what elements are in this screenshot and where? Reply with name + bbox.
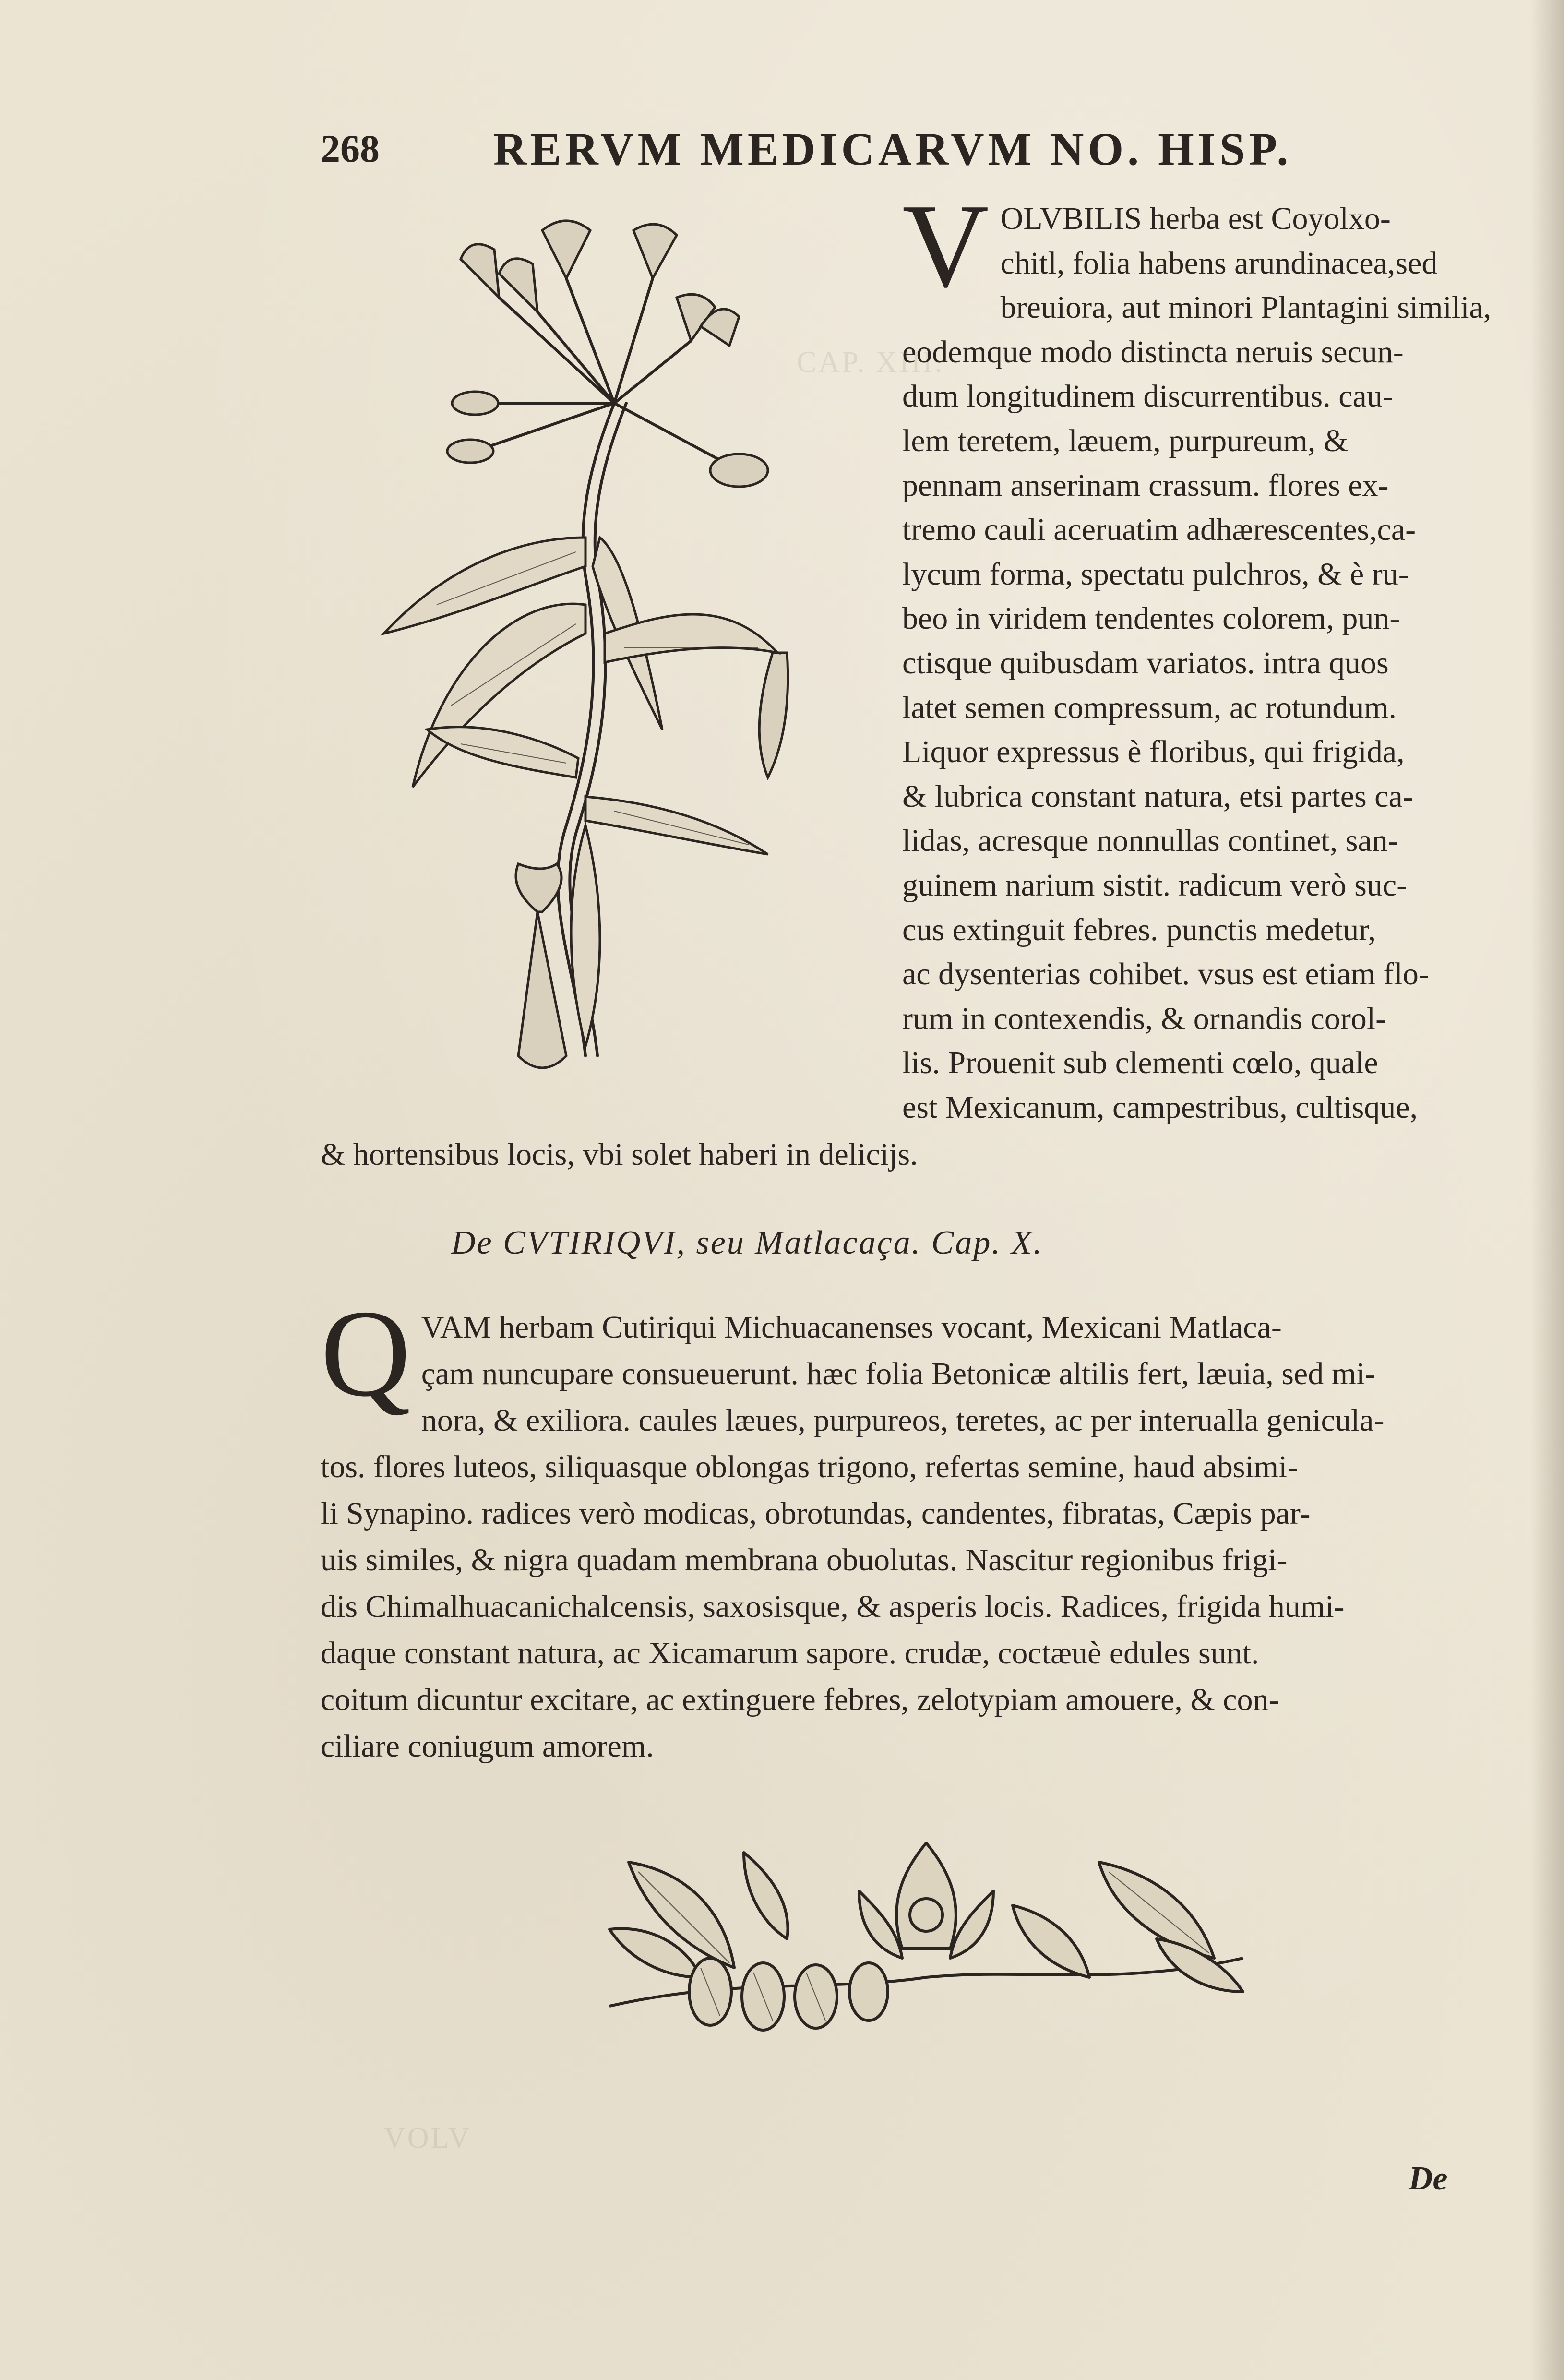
page-edge-shadow: [1530, 0, 1564, 2380]
text-line: eodemque modo distincta neruis secun-: [902, 334, 1404, 370]
text-line: çam nuncupare consueuerunt. hæc folia Betonicæ altilis fert, læuia, sed mi-: [421, 1356, 1376, 1391]
text-line: lem teretem, læuem, purpureum, &: [902, 423, 1349, 458]
text-line: ciliare coniugum amorem.: [321, 1729, 654, 1764]
paragraph-cutiriqui: [321, 1284, 1506, 1771]
text-line: daque constant natura, ac Xicamarum sapore. crudæ, coctæuè edules sunt.: [321, 1636, 1259, 1671]
tailpiece-woodcut-ornament: [590, 1833, 1262, 2035]
text-line: lidas, acresque nonnullas continet, san-: [902, 823, 1398, 859]
text-line: cus extinguit febres. punctis medetur,: [902, 912, 1376, 947]
catchword: De: [1409, 2160, 1448, 2197]
text-line: coitum dicuntur excitare, ac extinguere febres, zelotypiam amouere, & con-: [321, 1682, 1279, 1717]
text-line: beo in viridem tendentes colorem, pun-: [902, 601, 1400, 636]
text-line: lis. Prouenit sub clementi cœlo, quale: [902, 1045, 1378, 1081]
running-title: RERVM MEDICARVM NO. HISP.: [493, 123, 1292, 175]
text-line: tremo cauli aceruatim adhærescentes,ca-: [902, 512, 1416, 548]
text-line: chitl, folia habens arundinacea,sed: [1000, 245, 1438, 281]
text-line: Liquor expressus è floribus, qui frigida,: [902, 734, 1405, 770]
paragraph-volubilis-last-line: & hortensibus locis, vbi solet haberi in delicijs.: [321, 1137, 918, 1172]
text-line: lycum forma, spectatu pulchros, & è ru-: [902, 556, 1409, 592]
text-line: nora, & exiliora. caules læues, purpureos, teretes, ac per interualla genicula-: [421, 1403, 1385, 1438]
text-line: & lubrica constant natura, etsi partes ca-: [902, 778, 1413, 814]
text-line: tos. flores luteos, siliquasque oblongas trigono, refertas semine, haud absimi-: [321, 1449, 1298, 1484]
show-through-ghost-text: CAP. XIII.: [797, 346, 944, 379]
show-through-ghost-text: VOLV: [384, 2122, 472, 2154]
text-line: guinem narium sistit. radicum verò suc-: [902, 867, 1408, 903]
chapter-heading: De CVTIRIQVI, seu Matlacaça. Cap. X.: [451, 1224, 1043, 1261]
text-line: ctisque quibusdam variatos. intra quos: [902, 645, 1389, 681]
drop-cap-v: V: [902, 179, 989, 312]
text-line: breuiora, aut minori Plantagini similia,: [1000, 290, 1492, 325]
text-line: li Synapino. radices verò modicas, obrotundas, candentes, fibratas, Cæpis par-: [321, 1496, 1311, 1531]
text-line: OLVBILIS herba est Coyolxo-: [1000, 201, 1391, 236]
text-line: VAM herbam Cutiriqui Michuacanenses vocant, Mexicani Matlaca-: [421, 1310, 1282, 1345]
plant-woodcut-illustration: [317, 202, 873, 1094]
text-line: latet semen compressum, ac rotundum.: [902, 690, 1397, 725]
paragraph-volubilis: [902, 179, 1507, 1130]
drop-cap-q: Q: [321, 1284, 411, 1423]
text-line: uis similes, & nigra quadam membrana obuolutas. Nascitur regionibus frigi-: [321, 1543, 1288, 1578]
text-line: pennam anserinam crassum. flores ex-: [902, 467, 1389, 503]
text-line: est Mexicanum, campestribus, cultisque,: [902, 1089, 1418, 1125]
text-line: rum in contexendis, & ornandis corol-: [902, 1001, 1386, 1036]
page-number: 268: [321, 127, 380, 170]
text-line: dum longitudinem discurrentibus. cau-: [902, 379, 1393, 414]
page-header: [321, 122, 1424, 180]
text-line: ac dysenterias cohibet. vsus est etiam flo-: [902, 957, 1429, 992]
text-line: dis Chimalhuacanichalcensis, saxosisque, & asperis locis. Radices, frigida humi-: [321, 1589, 1345, 1624]
